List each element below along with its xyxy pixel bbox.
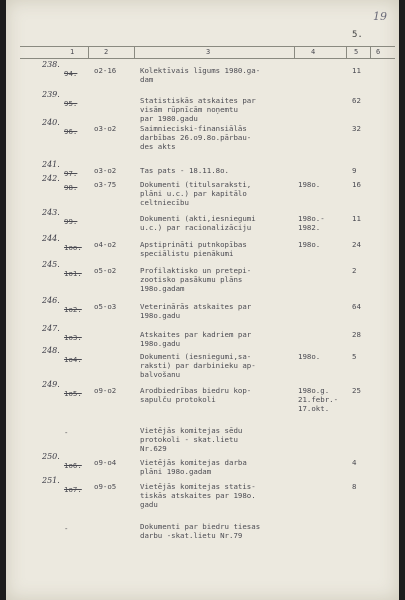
- sheet-count: 62: [352, 96, 361, 105]
- case-title: Profilaktisko un pretepi- zootisko pasākumu plāns 198o.gadam: [140, 266, 252, 293]
- old-number: 1o1.: [64, 269, 82, 278]
- case-dates: 198o.- 1982.: [298, 214, 325, 232]
- old-number: 1o2.: [64, 305, 82, 314]
- case-dates: 198o.: [298, 352, 321, 361]
- case-title: Arodbiedrības biedru kop- sapulču protokoli: [140, 386, 252, 404]
- old-number: 95.: [64, 99, 78, 108]
- new-number: 241.: [42, 160, 60, 169]
- index-code: o9-o5: [94, 482, 117, 491]
- old-number: 97.: [64, 169, 78, 178]
- sheet-count: 28: [352, 330, 361, 339]
- case-dates: 198o.g. 21.febr.- 17.okt.: [298, 386, 339, 413]
- old-number: 1o5.: [64, 389, 82, 398]
- case-title: Vietējās komitejas statis- tiskās atskaites par 198o. gadu: [140, 482, 256, 509]
- sheet-count: 64: [352, 302, 361, 311]
- sheet-count: 9: [352, 166, 357, 175]
- new-number: 250.: [42, 452, 60, 461]
- case-title: Veterinārās atskaites par 198o.gadu: [140, 302, 252, 320]
- column-header-3: 3: [206, 48, 211, 56]
- case-title: Statistiskās atskaites par visām rūpnīcām noņemtu par 1980.gadu: [140, 96, 256, 123]
- column-header-6: 6: [376, 48, 381, 56]
- new-number: 239.: [42, 90, 60, 99]
- old-number: -: [64, 428, 69, 437]
- header-top-rule: [20, 46, 395, 47]
- header-bottom-rule: [20, 58, 395, 59]
- old-number: 94.: [64, 69, 78, 78]
- column-header-4: 4: [311, 48, 316, 56]
- new-number: 242.: [42, 174, 60, 183]
- case-title: Dokumenti (akti,iesniegumi u.c.) par racionalizāciju: [140, 214, 256, 232]
- new-number: 240.: [42, 118, 60, 127]
- index-code: o3-o2: [94, 166, 117, 175]
- case-title: Kolektīvais līgums 1980.ga- dam: [140, 66, 261, 84]
- sheet-count: 16: [352, 180, 361, 189]
- old-number: -: [64, 524, 69, 533]
- new-number: 245.: [42, 260, 60, 269]
- index-code: o3-75: [94, 180, 117, 189]
- new-number: 251.: [42, 476, 60, 485]
- sheet-count: 4: [352, 458, 357, 467]
- old-number: 96.: [64, 127, 78, 136]
- archive-page: [6, 0, 399, 600]
- case-title: Tas pats - 18.11.8o.: [140, 166, 229, 175]
- old-number: 1o4.: [64, 355, 82, 364]
- old-number: 1o7.: [64, 485, 82, 494]
- index-code: o9-o2: [94, 386, 117, 395]
- case-title: Atskaites par kadriem par 198o.gadu: [140, 330, 252, 348]
- new-number: 246.: [42, 296, 60, 305]
- folio-number: 19: [373, 10, 387, 23]
- sheet-count: 25: [352, 386, 361, 395]
- case-dates: 198o.: [298, 240, 321, 249]
- case-dates: 198o.: [298, 180, 321, 189]
- case-title: Apstiprināti putnkopības speciālistu pienākumi: [140, 240, 247, 258]
- column-header-1: 1: [70, 48, 75, 56]
- new-number: 249.: [42, 380, 60, 389]
- case-title: Saimnieciski-finansiālās darbības 26.o9.8o.pārbau- des akts: [140, 124, 252, 151]
- sheet-count: 2: [352, 266, 357, 275]
- case-title: Dokumenti par biedru tiesas darbu -skat.lietu Nr.79: [140, 522, 261, 540]
- case-title: Dokumenti (iesniegumi,sa- raksti) par darbinieku ap- balvošanu: [140, 352, 256, 379]
- column-set-marker: 5.: [352, 30, 363, 40]
- case-title: Vietējās komitejas sēdu protokoli - skat.lietu Nr.629: [140, 426, 243, 453]
- old-number: 99.: [64, 217, 78, 226]
- case-title: Dokumenti (titulsaraksti, plāni u.c.) par kapitālo celtniecību: [140, 180, 252, 207]
- new-number: 247.: [42, 324, 60, 333]
- column-header-5: 5: [354, 48, 359, 56]
- index-code: o2-16: [94, 66, 117, 75]
- index-code: o3-o2: [94, 124, 117, 133]
- new-number: 244.: [42, 234, 60, 243]
- old-number: 1o6.: [64, 461, 82, 470]
- index-code: o4-o2: [94, 240, 117, 249]
- index-code: o9-o4: [94, 458, 117, 467]
- sheet-count: 8: [352, 482, 357, 491]
- new-number: 243.: [42, 208, 60, 217]
- sheet-count: 11: [352, 214, 361, 223]
- case-title: Vietējās komitejas darba plāni 198o.gadam: [140, 458, 247, 476]
- old-number: 1oo.: [64, 243, 82, 252]
- new-number: 248.: [42, 346, 60, 355]
- sheet-count: 32: [352, 124, 361, 133]
- old-number: 98.: [64, 183, 78, 192]
- column-header-2: 2: [104, 48, 109, 56]
- new-number: 238.: [42, 60, 60, 69]
- old-number: 1o3.: [64, 333, 82, 342]
- sheet-count: 11: [352, 66, 361, 75]
- index-code: o5-o3: [94, 302, 117, 311]
- sheet-count: 5: [352, 352, 357, 361]
- index-code: o5-o2: [94, 266, 117, 275]
- sheet-count: 24: [352, 240, 361, 249]
